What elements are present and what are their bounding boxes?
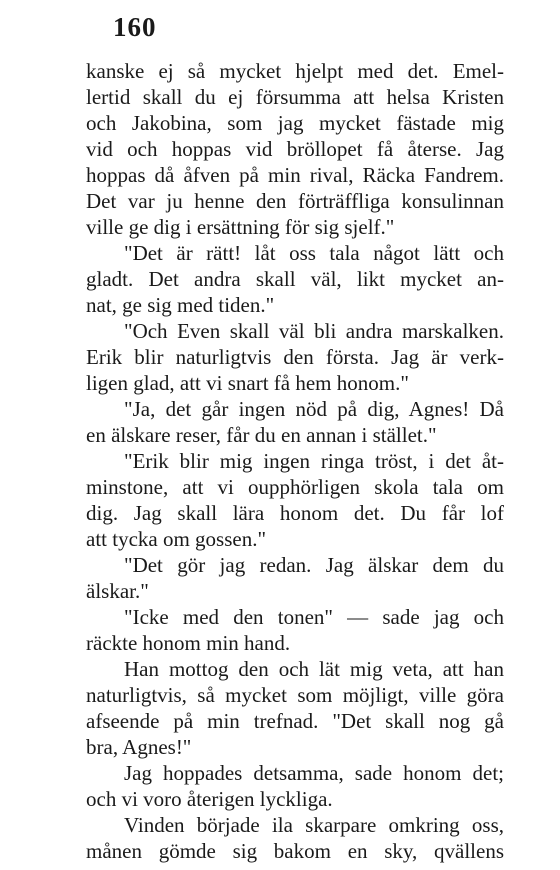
text-line: ligen glad, att vi snart få hem honom." — [86, 371, 409, 395]
text-line: och Jakobina, som jag mycket fästade mig — [86, 111, 504, 135]
text-line: räckte honom min hand. — [86, 631, 291, 655]
text-line: bra, Agnes!" — [86, 735, 192, 759]
text-line: vid och hoppas vid bröllopet få återse. Jag — [86, 137, 504, 161]
page-number: 160 — [113, 12, 157, 42]
text-line: Erik blir naturligtvis den första. Jag är verk- — [86, 345, 504, 369]
text-line: lertid skall du ej försumma att helsa Kristen — [86, 85, 504, 109]
text-line: afseende på min trefnad. "Det skall nog gå — [86, 709, 504, 733]
text-line: naturligtvis, så mycket som möjligt, ville göra — [86, 683, 504, 707]
text-line: "Ja, det går ingen nöd på dig, Agnes! Då — [124, 397, 504, 421]
body-text — [86, 58, 504, 864]
text-line: minstone, att vi oupphörligen skola tala om — [86, 475, 504, 499]
text-line: en älskare reser, får du en annan i stället." — [86, 423, 437, 447]
text-line: dig. Jag skall lära honom det. Du får lof — [86, 501, 504, 525]
text-line: nat, ge sig med tiden." — [86, 293, 275, 317]
text-line: "Erik blir mig ingen ringa tröst, i det åt- — [124, 449, 504, 473]
text-line: att tycka om gossen." — [86, 527, 267, 551]
text-line: Det var ju henne den förträffliga konsulinnan — [86, 189, 504, 213]
text-line: Vinden började ila skarpare omkring oss, — [124, 813, 504, 837]
text-line: och vi voro återigen lyckliga. — [86, 787, 333, 811]
text-line: älskar." — [86, 579, 149, 603]
text-line: hoppas då åfven på min rival, Räcka Fandrem. — [86, 163, 504, 187]
text-line: ville ge dig i ersättning för sig sjelf." — [86, 215, 395, 239]
text-line: Jag hoppades detsamma, sade honom det; — [124, 761, 504, 785]
text-line: Han mottog den och lät mig veta, att han — [124, 657, 504, 681]
text-line: "Och Even skall väl bli andra marskalken. — [124, 319, 504, 343]
text-line: gladt. Det andra skall väl, likt mycket an- — [86, 267, 504, 291]
text-line: "Det är rätt! låt oss tala något lätt och — [124, 241, 504, 265]
text-line: "Icke med den tonen" — sade jag och — [124, 605, 504, 629]
text-line: kanske ej så mycket hjelpt med det. Emel- — [86, 59, 504, 83]
text-line: månen gömde sig bakom en sky, qvällens — [86, 839, 504, 863]
text-line: "Det gör jag redan. Jag älskar dem du — [124, 553, 504, 577]
